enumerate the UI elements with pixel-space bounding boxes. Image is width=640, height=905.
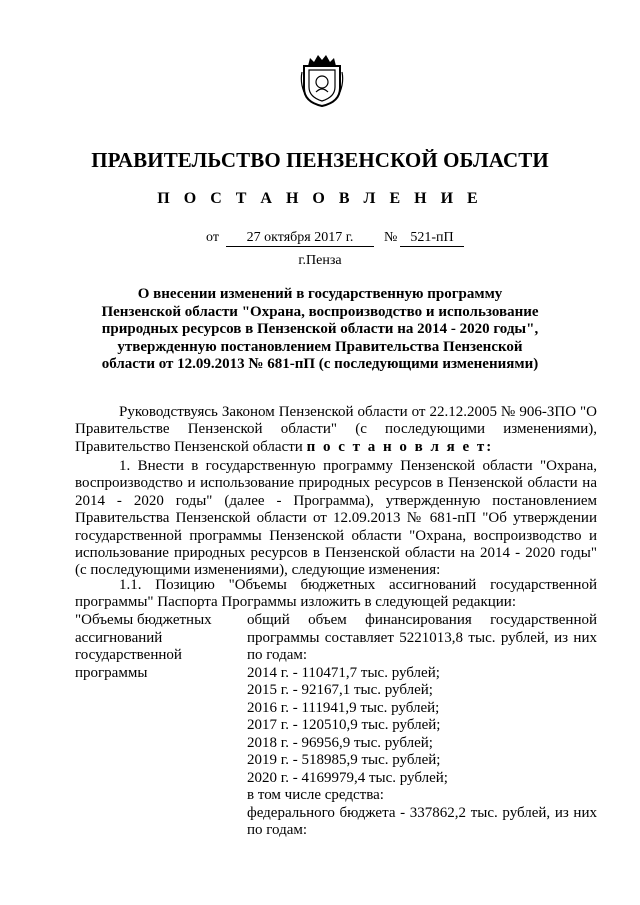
document-number: 521-пП xyxy=(400,230,464,247)
city: г.Пенза xyxy=(298,253,342,268)
document-date: 27 октября 2017 г. xyxy=(226,230,374,247)
funding-intro: общий объем финансирования государственной программы составляет 5221013,8 тыс. рублей, из них по годам: xyxy=(247,612,597,663)
table-right-cell xyxy=(247,612,597,840)
year-line: 2016 г. - 111941,9 тыс. рублей; xyxy=(247,699,440,716)
document-type: П О С Т А Н О В Л Е Н И Е xyxy=(157,190,483,207)
preamble-text: Руководствуясь Законом Пензенской области от 22.12.2005 № 906-ЗПО "О Правительстве Пензенской области" (с последующими изменениями), Правительство Пензенской области xyxy=(75,404,597,455)
including-line: в том числе средства: xyxy=(247,787,384,803)
document-heading: О внесении изменений в государственную программу Пензенской области "Охрана, воспроизводство и использование природных ресурсов в Пензенской области на 2014 - 2020 годы", утвержденную постановлением Правительства Пензенской области от 12.09.2013 № 681-пП (с последующими изменениями) xyxy=(101,286,539,372)
paragraph-preamble xyxy=(75,404,597,456)
paragraph-item-1-1: 1.1. Позицию "Объемы бюджетных ассигнований государственной программы" Паспорта Программы изложить в следующей редакции: xyxy=(75,577,597,611)
table-left-cell xyxy=(75,612,235,682)
resolves-word: п о с т а н о в л я е т: xyxy=(306,438,494,455)
federal-budget-line: федерального бюджета - 337862,2 тыс. рублей, из них по годам: xyxy=(247,804,597,838)
left-line: программы xyxy=(75,664,148,681)
left-line: "Объемы бюджетных xyxy=(75,612,212,628)
year-line: 2019 г. - 518985,9 тыс. рублей; xyxy=(247,752,441,768)
date-prefix: от xyxy=(206,230,219,245)
year-line: 2018 г. - 96956,9 тыс. рублей; xyxy=(247,734,433,751)
year-line: 2014 г. - 110471,7 тыс. рублей; xyxy=(247,664,440,681)
year-line: 2017 г. - 120510,9 тыс. рублей; xyxy=(247,717,441,733)
left-line: ассигнований xyxy=(75,629,163,646)
coat-of-arms-emblem xyxy=(300,52,344,108)
left-line: государственной xyxy=(75,647,182,663)
year-line: 2015 г. - 92167,1 тыс. рублей; xyxy=(247,682,433,698)
date-number-line xyxy=(0,230,640,250)
paragraph-item-1: 1. Внести в государственную программу Пензенской области "Охрана, воспроизводство и использование природных ресурсов в Пензенской области на 2014 - 2020 годы" (далее - Программа), утвержденную постановлением Правительства Пензенской области от 12.09.2013 № 681-пП "Об утверждении государственной программы Пензенской области "Охрана, воспроизводство и использование природных ресурсов в Пензенской области на 2014 - 2020 годы" (с последующими изменениями), следующие изменения: xyxy=(75,458,597,579)
government-title: ПРАВИТЕЛЬСТВО ПЕНЗЕНСКОЙ ОБЛАСТИ xyxy=(91,148,549,172)
number-sign: № xyxy=(384,230,398,245)
year-line: 2020 г. - 4169979,4 тыс. рублей; xyxy=(247,769,448,786)
